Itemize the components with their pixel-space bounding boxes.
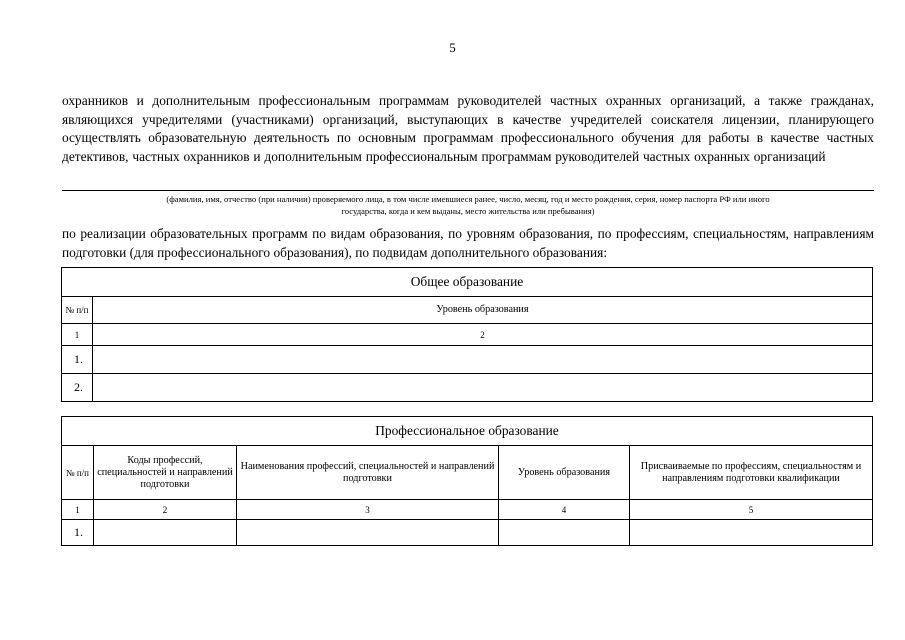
field-caption: [62, 193, 874, 217]
col-header-names: Наименования профессий, специальностей и направлений подготовки: [237, 446, 499, 500]
index-cell-4: 4: [499, 500, 630, 520]
row-number: 2.: [62, 374, 93, 402]
index-cell-1: 1: [62, 324, 93, 346]
body-paragraph-2: по реализации образовательных программ по видам образования, по уровням образования, по профессиям, специальностям, направлениям подготовки (для профессионального образования), по подвидам дополнительного образования:: [62, 226, 874, 260]
professional-education-title: Профессиональное образование: [62, 417, 873, 446]
codes-cell[interactable]: [94, 520, 237, 546]
general-education-table: [61, 267, 873, 402]
page-number: 5: [449, 40, 456, 55]
level-cell[interactable]: [93, 346, 873, 374]
col-header-qualifications: Присваиваемые по профессиям, специальностям и направлениям подготовки квалификации: [630, 446, 873, 500]
names-cell[interactable]: [237, 520, 499, 546]
professional-education-table: [61, 416, 873, 546]
table-row: [62, 346, 873, 374]
col-header-num: № п/п: [62, 297, 93, 324]
fill-in-line: [62, 190, 874, 191]
index-cell-2: 2: [94, 500, 237, 520]
index-cell-5: 5: [630, 500, 873, 520]
index-cell-3: 3: [237, 500, 499, 520]
col-header-num: № п/п: [62, 446, 94, 500]
row-number: 1.: [62, 346, 93, 374]
table-row: [62, 520, 873, 546]
field-caption-line-1: (фамилия, имя, отчество (при наличии) проверяемого лица, в том числе имевшиеся ранее, число, месяц, год и место рождения, серия, номер паспорта РФ или иного: [166, 194, 770, 204]
field-caption-line-2: государства, когда и кем выданы, место жительства или пребывания): [341, 206, 595, 216]
qualifications-cell[interactable]: [630, 520, 873, 546]
row-number: 1.: [62, 520, 94, 546]
level-cell[interactable]: [93, 374, 873, 402]
index-cell-1: 1: [62, 500, 94, 520]
general-education-title: Общее образование: [62, 268, 873, 297]
index-cell-2: 2: [93, 324, 873, 346]
col-header-codes: Коды профессий, специальностей и направлений подготовки: [94, 446, 237, 500]
col-header-level: Уровень образования: [499, 446, 630, 500]
body-paragraph-1: охранников и дополнительным профессиональным программам руководителей частных охранных организаций, а также гражданах, являющихся учредителями (участниками) организаций, выступающих в качестве учредителей соискателя лицензии, планирующего осуществлять образовательную деятельность по основным программам профессионального обучения для работы в качестве частных детективов, частных охранников и дополнительным профессиональным программам руководителей частных охранных организаций: [62, 93, 874, 164]
col-header-level: Уровень образования: [93, 297, 873, 324]
level-cell[interactable]: [499, 520, 630, 546]
table-row: [62, 374, 873, 402]
